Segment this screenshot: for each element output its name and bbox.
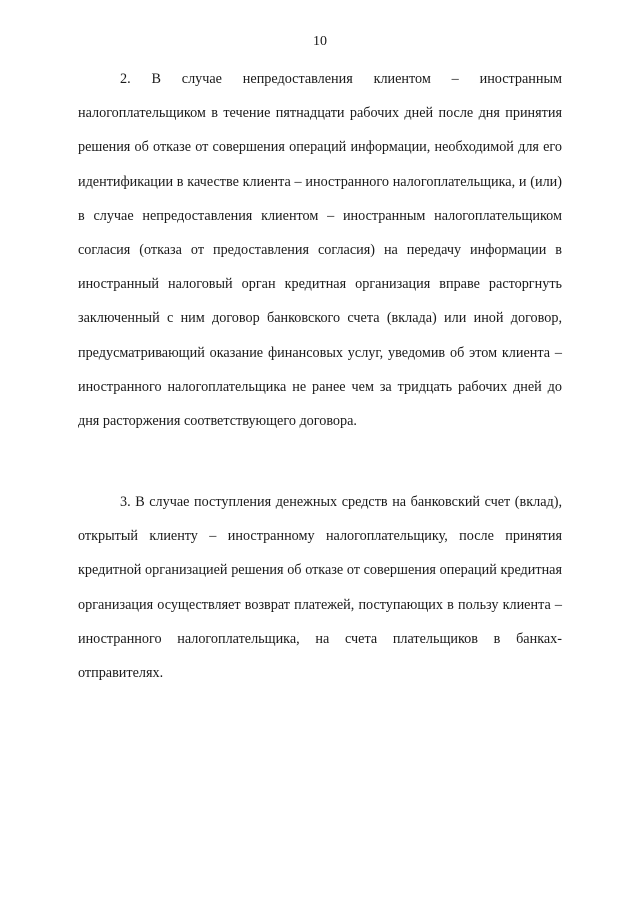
- paragraph-3: 3. В случае поступления денежных средств на банковский счет (вклад), открытый клиенту – иностранному налогоплательщику, после принятия кредитной организацией решения об отказе от совершения операций кредитная организация осуществляет возврат платежей, поступающих в пользу клиента – иностранного налогоплательщика, на счета плательщиков в банках-отправителях.: [78, 494, 562, 682]
- paragraph-2: 2. В случае непредоставления клиентом – иностранным налогоплательщиком в течение пятнадцати рабочих дней после дня принятия решения об отказе от совершения операций информации, необходимой для его идентификации в качестве клиента – иностранного налогоплательщика, и (или) в случае непредоставления клиентом – иностранным налогоплательщиком согласия (отказа от предоставления согласия) на передачу информации в иностранный налоговый орган кредитная организация вправе расторгнуть заключенный с ним договор банковского счета (вклада) или иной договор, предусматривающий оказание финансовых услуг, уведомив об этом клиента – иностранного налогоплательщика не ранее чем за тридцать рабочих дней до дня расторжения соответствующего договора.: [78, 71, 562, 430]
- page-number: 10: [313, 34, 327, 49]
